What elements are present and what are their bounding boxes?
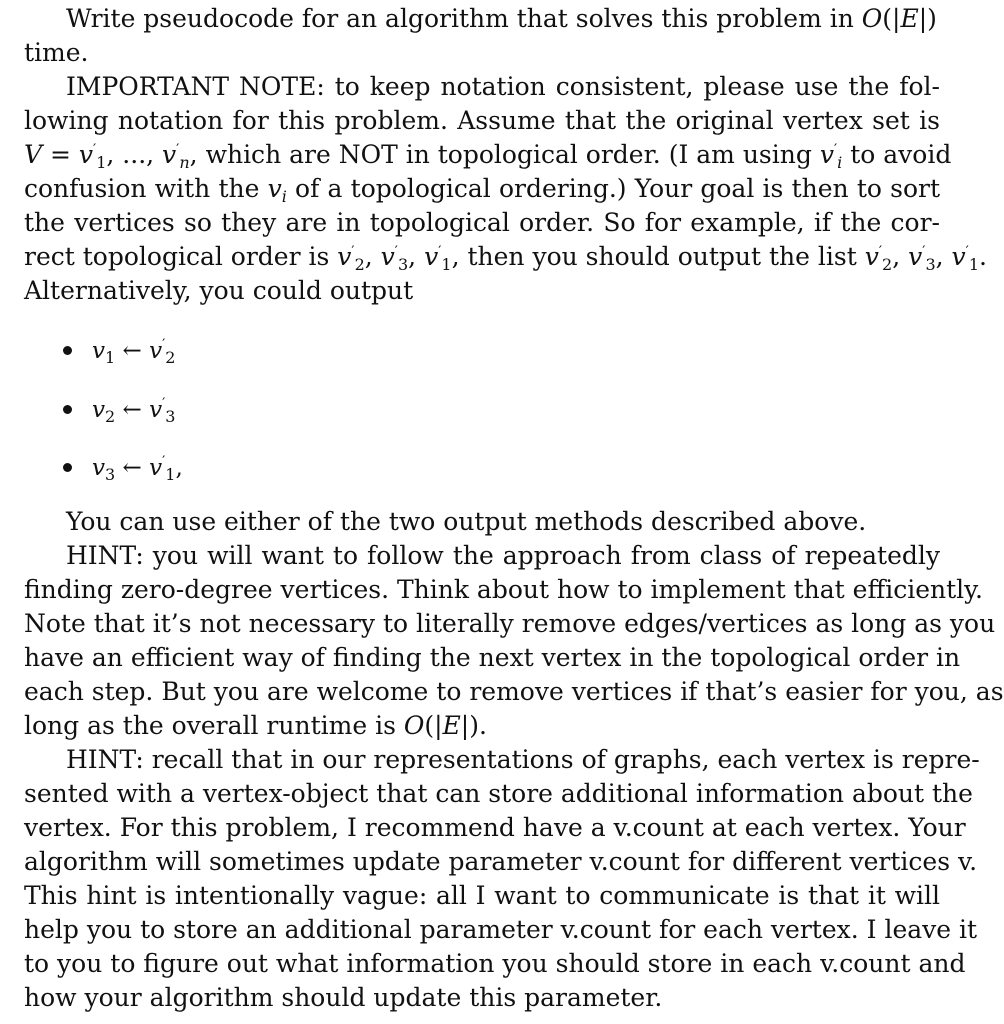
para4-line6: long as the overall runtime is O(|E|). (24, 711, 487, 740)
para2-line2: lowing notation for this problem. Assume that the original vertex set is (24, 106, 940, 135)
para3-line1: You can use either of the two output methods described above. (66, 507, 867, 536)
para4-line2: finding zero-degree vertices. Think about how to implement that efficiently. (24, 575, 983, 604)
para5-line1: HINT: recall that in our representations of graphs, each vertex is repre- (66, 745, 980, 774)
para4-line3: Note that it’s not necessary to literally remove edges/vertices as long as you (24, 609, 996, 638)
para5-line2: sented with a vertex-object that can store additional information about the (24, 779, 973, 808)
para2-line1: IMPORTANT NOTE: to keep notation consistent, please use the fol- (66, 72, 940, 101)
para4-line1: HINT: you will want to follow the approach from class of repeatedly (66, 541, 940, 570)
para4-line5: each step. But you are welcome to remove vertices if that’s easier for you, as (24, 677, 1004, 706)
para1-line2: time. (24, 38, 89, 67)
para5-line4: algorithm will sometimes update parameter v.count for different vertices v. (24, 847, 978, 876)
bullet-dot-3 (63, 463, 72, 472)
para2-line5: the vertices so they are in topological order. So for example, if the cor- (24, 208, 940, 237)
bullet-dot-1 (63, 346, 72, 355)
para5-line8: how your algorithm should update this parameter. (24, 983, 663, 1012)
bullet-dot-2 (63, 405, 72, 414)
para2-line3-end: to avoid (842, 140, 952, 169)
bullet-item-1: $v_1$ ← $v'_2$ (92, 337, 176, 367)
math-E: E (900, 4, 919, 33)
para4-line6-text: long as the overall runtime is (24, 711, 404, 740)
para1-line1-text: Write pseudocode for an algorithm that solves this problem in (66, 4, 862, 33)
para2-line3-mid: , which are NOT in topological order. (I am using (189, 140, 820, 169)
para2-line7: Alternatively, you could output (24, 276, 414, 305)
para1-line1: Write pseudocode for an algorithm that solves this problem in O(|E|) (66, 4, 937, 33)
para4-line4: have an efficient way of finding the next vertex in the topological order in (24, 643, 961, 672)
para2-line4: confusion with the $v_i$ of a topological ordering.) Your goal is then to sort (24, 174, 941, 206)
bullet-item-3: $v_3$ ← $v'_1$, (92, 454, 183, 484)
para2-line4-a: confusion with the (24, 174, 268, 203)
bullet-item-2: $v_2$ ← $v'_3$ (92, 396, 176, 426)
para5-line7: to you to figure out what information you should store in each v.count and (24, 949, 966, 978)
math-O: O (861, 4, 883, 33)
para2-line3: $V = v'_1$, ..., $v'_n$, which are NOT in topological order. (I am using $v'_i$ to avoid (24, 140, 952, 172)
para2-line6-a: rect topological order is (24, 242, 338, 271)
para2-line6-b: , then you should output the list (451, 242, 865, 271)
para2-line6: rect topological order is $v'_2$, $v'_3$, $v'_1$, then you should output the list $v'_2$, $v'_3$, $v'_1$. (24, 242, 987, 274)
para2-line4-b: of a topological ordering.) Your goal is then to sort (286, 174, 941, 203)
para5-line6: help you to store an additional parameter v.count for each vertex. I leave it (24, 915, 978, 944)
para5-line3: vertex. For this problem, I recommend have a v.count at each vertex. Your (24, 813, 966, 842)
para5-line5: This hint is intentionally vague: all I want to communicate is that it will (24, 881, 940, 910)
